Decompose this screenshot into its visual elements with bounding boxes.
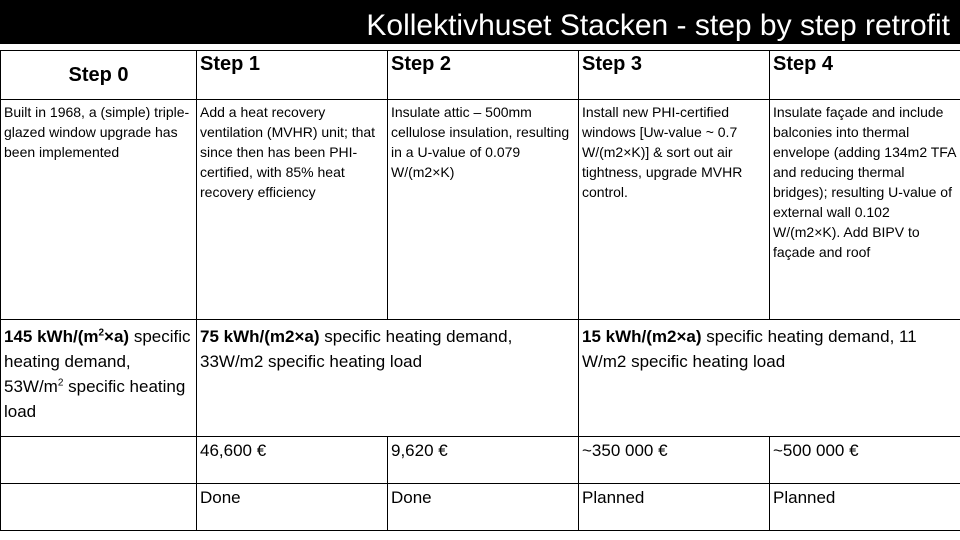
step-2-cost: 9,620 € [388, 437, 579, 484]
step-3-description: Install new PHI-certified windows [Uw-value ~ 0.7 W/(m2×K)] & sort out air tightness, upgrade MVHR control. [579, 100, 770, 320]
title-bar [0, 0, 960, 44]
step-0-demand-value-sup: 2 [98, 327, 105, 339]
step-0-demand-value-b: ×a) [104, 327, 130, 346]
step-0-cost [1, 437, 197, 484]
step-0-demand-text-end: specific heating load [4, 377, 186, 421]
step-4-description: Insulate façade and include balconies into thermal envelope (adding 134m2 TFA and reducing thermal bridges); resulting U-value of external wall 0.102 W/(m2×K). Add BIPV to façade and roof [770, 100, 960, 320]
step-1-2-demand-value: 75 kWh/(m2×a) [200, 327, 320, 346]
step-3-header: Step 3 [579, 51, 770, 100]
step-0-demand-value [4, 327, 129, 346]
step-1-description: Add a heat recovery ventilation (MVHR) unit; that since then has been PHI-certified, with 85% heat recovery efficiency [197, 100, 388, 320]
step-1-cost: 46,600 € [197, 437, 388, 484]
description-row [1, 100, 960, 320]
step-0-status [1, 484, 197, 531]
step-1-status: Done [197, 484, 388, 531]
step-1-2-demand [197, 320, 579, 437]
step-3-4-demand-text: specific heating demand, 11 W/m2 specific heating load [582, 327, 917, 371]
step-4-status: Planned [770, 484, 960, 531]
step-0-description: Built in 1968, a (simple) triple-glazed window upgrade has been implemented [1, 100, 197, 320]
demand-row [1, 320, 960, 437]
step-1-header: Step 1 [197, 51, 388, 100]
status-row [1, 484, 960, 531]
step-0-demand-value-a: 145 kWh/(m [4, 327, 99, 346]
step-0-demand-text: specific heating demand, 53W/m [4, 327, 191, 396]
step-3-cost: ~350 000 € [579, 437, 770, 484]
step-3-status: Planned [579, 484, 770, 531]
step-1-2-demand-text: specific heating demand, 33W/m2 specific heating load [200, 327, 513, 371]
step-0-header: Step 0 [1, 51, 197, 100]
step-0-demand-text-sup: 2 [57, 377, 64, 389]
step-2-description: Insulate attic – 500mm cellulose insulation, resulting in a U-value of 0.079 W/(m2×K) [388, 100, 579, 320]
cost-row [1, 437, 960, 484]
step-0-demand [1, 320, 197, 437]
header-row [1, 51, 960, 100]
step-4-cost: ~500 000 € [770, 437, 960, 484]
step-4-header: Step 4 [770, 51, 960, 100]
page-title: Kollektivhuset Stacken - step by step retrofit [366, 9, 950, 42]
step-2-status: Done [388, 484, 579, 531]
step-3-4-demand-value: 15 kWh/(m2×a) [582, 327, 702, 346]
step-3-4-demand [579, 320, 960, 437]
step-2-header: Step 2 [388, 51, 579, 100]
retrofit-table [0, 50, 960, 531]
